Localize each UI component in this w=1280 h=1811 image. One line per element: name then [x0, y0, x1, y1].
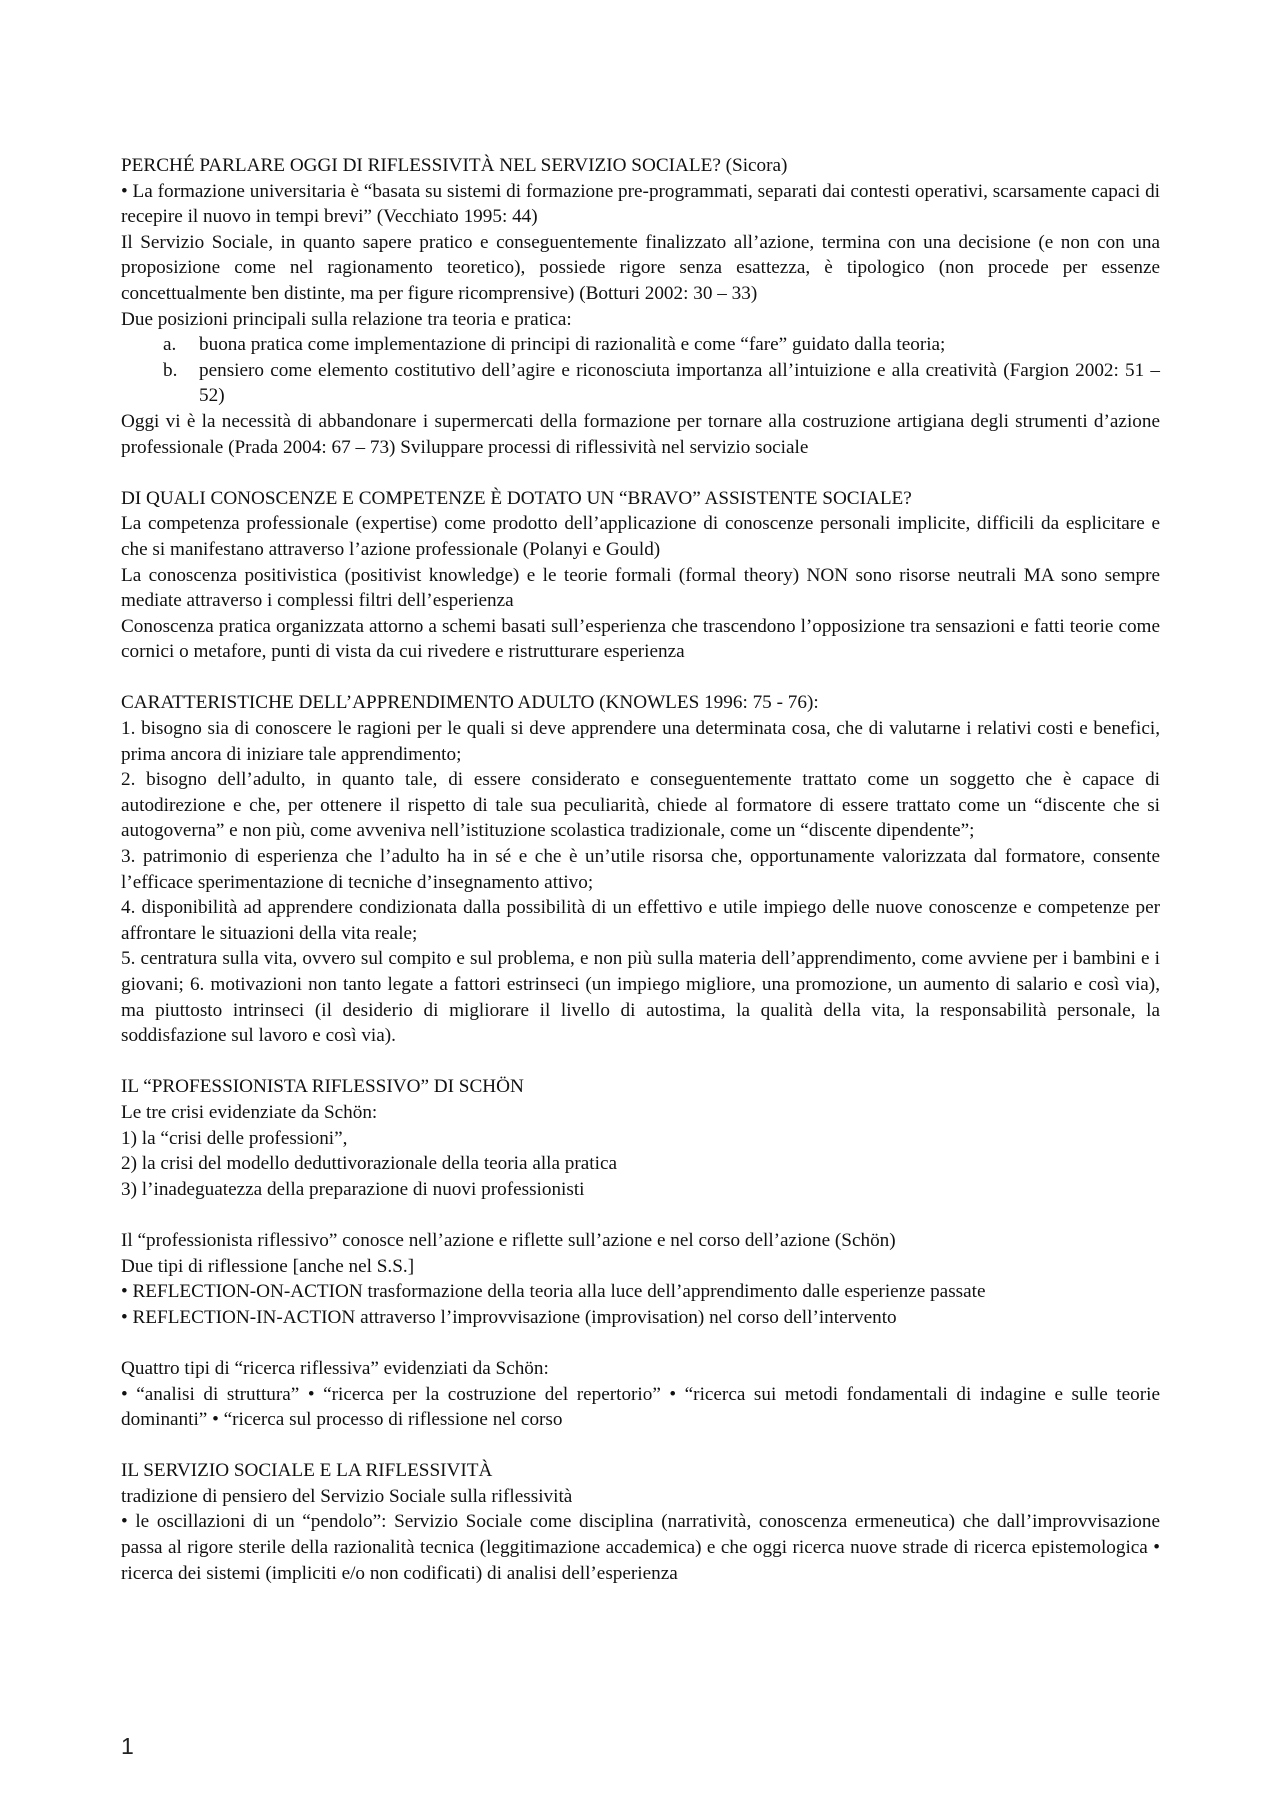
list-marker: a.: [163, 334, 177, 356]
paragraph: Quattro tipi di “ricerca riflessiva” evidenziati da Schön:: [121, 1357, 549, 1379]
crisis-item: 3) l’inadeguatezza della preparazione di nuovi professionisti: [121, 1178, 585, 1200]
spacer: [121, 1330, 1160, 1356]
numbered-item: 2. bisogno dell’adulto, in quanto tale, di essere considerato e conseguentemente trattato come un soggetto che è capace di autodirezione e che, per ottenere il rispetto di tale sua peculiarità, chiede al formatore di essere trattato come un “discente che si autogoverna” e non più, come avveniva nell’istituzione scolastica tradizionale, come un “discente dipendente”;: [121, 769, 1160, 842]
spacer: [121, 1202, 1160, 1228]
spacer: [121, 1433, 1160, 1459]
lettered-list: [121, 332, 1160, 409]
paragraph: tradizione di pensiero del Servizio Sociale sulla riflessività: [121, 1485, 573, 1507]
paragraph: Due tipi di riflessione [anche nel S.S.]: [121, 1255, 415, 1277]
numbered-item: 1. bisogno sia di conoscere le ragioni per le quali si deve apprendere una determinata cosa, che di valutarne i relativi costi e benefici, prima ancora di iniziare tale apprendimento;: [121, 718, 1160, 765]
list-marker: b.: [163, 359, 178, 381]
paragraph: Due posizioni principali sulla relazione tra teoria e pratica:: [121, 308, 572, 330]
paragraph: Il “professionista riflessivo” conosce nell’azione e riflette sull’azione e nel corso dell’azione (Schön): [121, 1229, 896, 1251]
numbered-item: 4. disponibilità ad apprendere condizionata dalla possibilità di un effettivo e utile impiego delle nuove conoscenze e competenze per affrontare le situazioni della vita reale;: [121, 897, 1160, 944]
spacer: [121, 665, 1160, 691]
crisis-item: 2) la crisi del modello deduttivorazionale della teoria alla pratica: [121, 1153, 617, 1175]
list-item: [121, 332, 1160, 358]
numbered-item: 5. centratura sulla vita, ovvero sul compito e sul problema, e non più sulla materia dell’apprendimento, come avviene per i bambini e i giovani; 6. motivazioni non tanto legate a fattori estrinseci (un impiego migliore, una promozione, un aumento di salario e così via), ma piuttosto intrinseci (il desiderio di migliorare il livello di autostima, la qualità della vita, la responsabilità personale, la soddisfazione sul lavoro e così via).: [121, 948, 1160, 1047]
section-heading: IL “PROFESSIONISTA RIFLESSIVO” DI SCHÖN: [121, 1076, 524, 1098]
bullet-item: • REFLECTION-ON-ACTION trasformazione della teoria alla luce dell’apprendimento dalle esperienze passate: [121, 1281, 986, 1303]
spacer: [121, 1049, 1160, 1075]
crisis-item: 1) la “crisi delle professioni”,: [121, 1127, 348, 1149]
bullet-item: • REFLECTION-IN-ACTION attraverso l’improvvisazione (improvisation) nel corso dell’intervento: [121, 1306, 897, 1328]
paragraph: • La formazione universitaria è “basata su sistemi di formazione pre-programmati, separati dai contesti operativi, scarsamente capaci di recepire il nuovo in tempi brevi” (Vecchiato 1995: 44): [121, 180, 1160, 228]
paragraph: La competenza professionale (expertise) come prodotto dell’applicazione di conoscenze personali implicite, difficili da esplicitare e che si manifestano attraverso l’azione professionale (Polanyi e Gould): [121, 513, 1160, 560]
list-item: [121, 358, 1160, 409]
list-item-text: pensiero come elemento costitutivo dell’agire e riconosciuta importanza all’intuizione e alla creatività (Fargion 2002: 51 – 52): [199, 359, 1160, 407]
section-heading: DI QUALI CONOSCENZE E COMPETENZE È DOTATO UN “BRAVO” ASSISTENTE SOCIALE?: [121, 487, 912, 509]
paragraph: Il Servizio Sociale, in quanto sapere pratico e conseguentemente finalizzato all’azione, termina con una decisione (e non con una proposizione come nel ragionamento teoretico), possiede rigore senza esattezza, è tipologico (non procede per essenze concettualmente ben distinte, ma per figure ricomprensive) (Botturi 2002: 30 – 33): [121, 231, 1160, 304]
page-number: 1: [121, 1733, 134, 1759]
paragraph: Conoscenza pratica organizzata attorno a schemi basati sull’esperienza che trascendono l’opposizione tra sensazioni e fatti teorie come cornici o metafore, punti di vista da cui rivedere e ristrutturare esperienza: [121, 615, 1160, 663]
spacer: [121, 460, 1160, 486]
paragraph: La conoscenza positivistica (positivist knowledge) e le teorie formali (formal theory) NON sono risorse neutrali MA sono sempre mediate attraverso i complessi filtri dell’esperienza: [121, 564, 1160, 612]
paragraph: • le oscillazioni di un “pendolo”: Servizio Sociale come disciplina (narratività, conoscenza ermeneutica) che dall’improvvisazione passa al rigore sterile della razionalità tecnica (leggitimazione accademica) e che oggi ricerca nuove strade di ricerca epistemologica • ricerca dei sistemi (impliciti e/o non codificati) di analisi dell’esperienza: [121, 1511, 1160, 1584]
section-heading: IL SERVIZIO SOCIALE E LA RIFLESSIVITÀ: [121, 1460, 493, 1482]
numbered-item: 3. patrimonio di esperienza che l’adulto ha in sé e che è un’utile risorsa che, opportunamente valorizzata dal formatore, consente l’efficace sperimentazione di tecniche d’insegnamento attivo;: [121, 846, 1160, 893]
paragraph: Oggi vi è la necessità di abbandonare i supermercati della formazione per tornare alla costruzione artigiana degli strumenti d’azione professionale (Prada 2004: 67 – 73) Sviluppare processi di riflessività nel servizio sociale: [121, 410, 1160, 458]
document-page: [121, 153, 1160, 1586]
paragraph: Le tre crisi evidenziate da Schön:: [121, 1101, 378, 1123]
list-item-text: buona pratica come implementazione di principi di razionalità e come “fare” guidato dalla teoria;: [199, 334, 946, 356]
section-heading: PERCHÉ PARLARE OGGI DI RIFLESSIVITÀ NEL SERVIZIO SOCIALE? (Sicora): [121, 155, 788, 176]
section-heading: CARATTERISTICHE DELL’APPRENDIMENTO ADULTO (KNOWLES 1996: 75 - 76):: [121, 692, 819, 714]
paragraph: • “analisi di struttura” • “ricerca per la costruzione del repertorio” • “ricerca sui metodi fondamentali di indagine e sulle teorie dominanti” • “ricerca sul processo di riflessione nel corso: [121, 1383, 1160, 1431]
